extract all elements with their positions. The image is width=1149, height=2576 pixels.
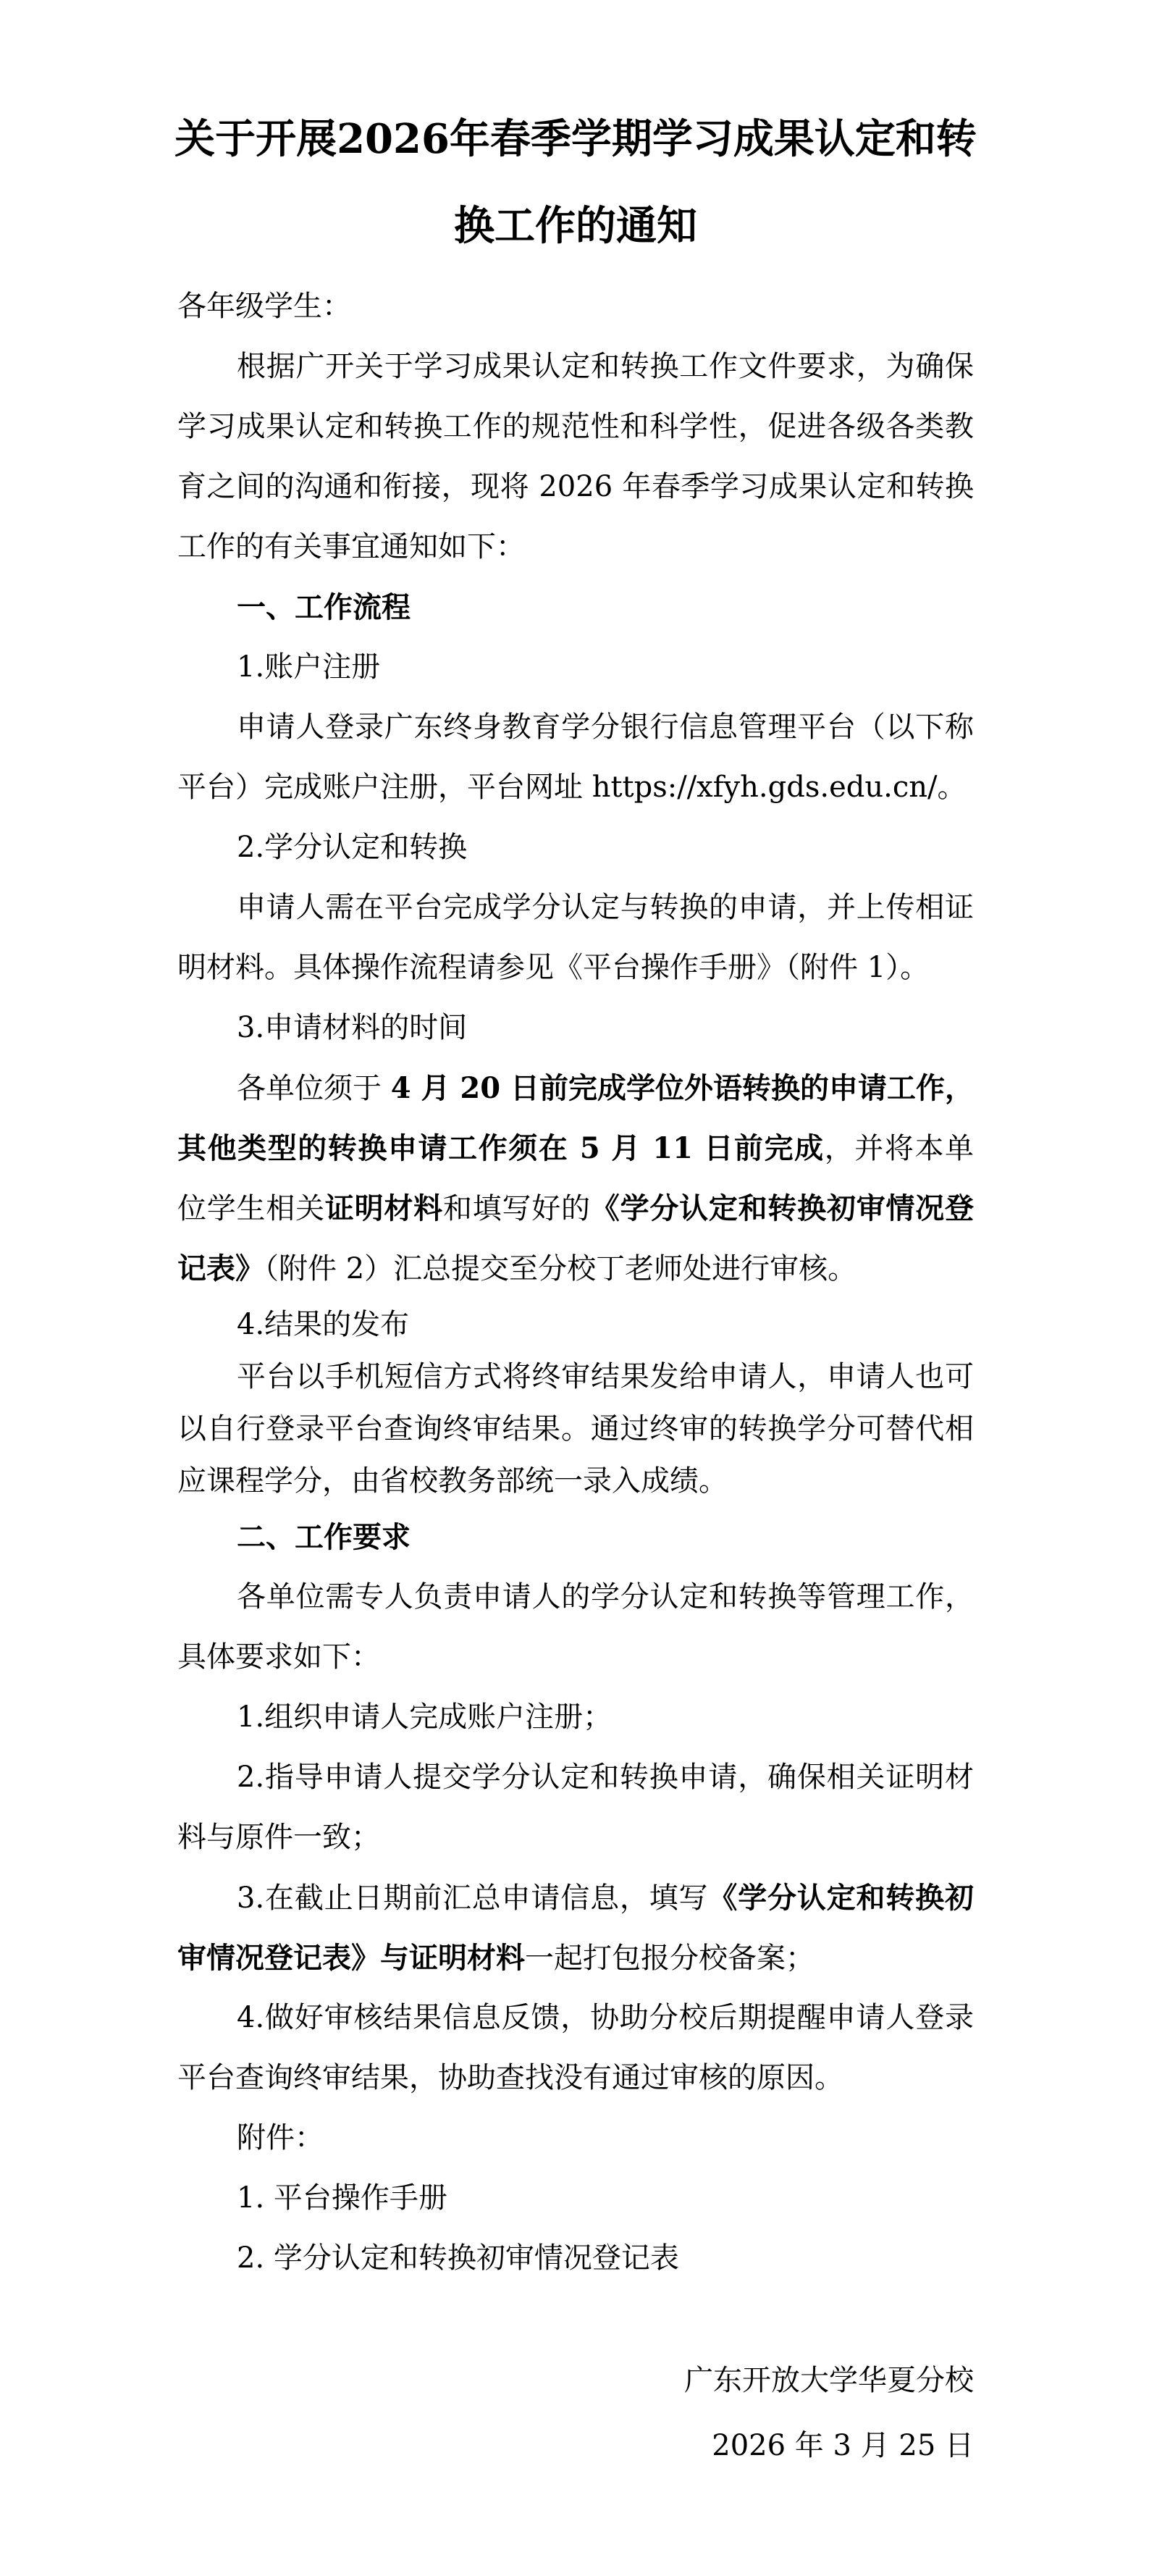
- deadline-text: 其他类型的转换申请工作须在 5 月 11 日前完成: [177, 1131, 825, 1165]
- text-line: 申请人需在平台完成学分认定与转换的申请，并上传相证: [237, 891, 974, 924]
- emphasis: 审情况登记表》与证明材料: [177, 1941, 525, 1975]
- section-heading-requirements: 二、工作要求: [237, 1520, 411, 1554]
- requirement-item: 2.指导申请人提交学分认定和转换申请，确保相关证明材: [237, 1761, 974, 1794]
- step4-block: [177, 1299, 974, 1507]
- emphasis: 《学分认定和转换初审情况登: [590, 1191, 975, 1225]
- text-line: 工作的有关事宜通知如下：: [177, 530, 525, 563]
- requirement-item: 4.做好审核结果信息反馈，协助分校后期提醒申请人登录: [237, 2001, 974, 2034]
- text-line: 以自行登录平台查询终审结果。通过终审的转换学分可替代相: [177, 1412, 974, 1446]
- title-line-2: 换工作的通知: [454, 202, 697, 250]
- text-line: 平台查询终审结果，协助查找没有通过审核的原因。: [177, 2061, 843, 2094]
- step-heading: 2.学分认定和转换: [237, 831, 468, 864]
- notice-body: [177, 277, 974, 2288]
- text-line: [177, 1118, 974, 1178]
- requirement-item: 1.组织申请人完成账户注册；: [237, 1700, 613, 1734]
- requirement-item: [177, 1868, 974, 1928]
- text-line: 学习成果认定和转换工作的规范性和科学性，促进各级各类教: [177, 410, 974, 443]
- text-line: [177, 1178, 974, 1238]
- text: 和填写好的: [442, 1192, 591, 1225]
- text: 位学生相关: [177, 1192, 325, 1225]
- text: 各单位须于: [237, 1072, 391, 1105]
- deadline-text: 4 月 20 日前完成学位外语转换的申请工作，: [390, 1071, 974, 1105]
- step-heading: 3.申请材料的时间: [237, 1011, 468, 1044]
- text-line: 申请人登录广东终身教育学分银行信息管理平台（以下称: [237, 710, 974, 744]
- text-line: 明材料。具体操作流程请参见《平台操作手册》（附件 1）。: [177, 951, 930, 984]
- salutation: 各年级学生：: [177, 290, 351, 323]
- step-heading: 4.结果的发布: [237, 1308, 410, 1341]
- text: 3.在截止日期前汇总申请信息，填写: [237, 1881, 709, 1915]
- text-line: 平台以手机短信方式将终审结果发给申请人，申请人也可: [237, 1360, 974, 1393]
- intro-paragraph: [177, 337, 974, 577]
- text-line: 根据广开关于学习成果认定和转换工作文件要求，为确保: [237, 350, 974, 383]
- emphasis: 记表》: [177, 1251, 264, 1285]
- text: 一起打包报分校备案；: [525, 1942, 815, 1975]
- section-heading-workflow: 一、工作流程: [237, 590, 411, 624]
- attachment-item: 2. 学分认定和转换初审情况登记表: [237, 2241, 679, 2275]
- text-line: [177, 1058, 974, 1118]
- text-line: 各单位需专人负责申请人的学分认定和转换等管理工作，: [237, 1580, 974, 1614]
- text: ，并将本单: [824, 1132, 975, 1165]
- text: （附件 2）汇总提交至分校丁老师处进行审核。: [264, 1252, 857, 1285]
- text-line: [177, 1928, 974, 1988]
- signature-date: 2026 年 3 月 25 日: [712, 2429, 974, 2462]
- signature-org: 广东开放大学华夏分校: [684, 2364, 974, 2397]
- text-line: 应课程学分，由省校教务部统一录入成绩。: [177, 1464, 728, 1498]
- text-line: 料与原件一致；: [177, 1821, 380, 1854]
- title-line-1: 关于开展2026年春季学期学习成果认定和转: [174, 115, 977, 163]
- emphasis: 证明材料: [324, 1191, 443, 1225]
- text-line: 具体要求如下：: [177, 1640, 380, 1674]
- text-line: 育之间的沟通和衔接，现将 2026 年春季学习成果认定和转换: [177, 470, 974, 503]
- attachment-item: 1. 平台操作手册: [237, 2181, 447, 2215]
- attachments-label: 附件：: [237, 2121, 324, 2155]
- step-heading: 1.账户注册: [237, 650, 381, 684]
- text-line: [177, 1238, 974, 1299]
- text-line: 平台）完成账户注册，平台网址 https://xfyh.gds.edu.cn/。: [177, 771, 967, 804]
- emphasis: 《学分认定和转换初: [708, 1881, 974, 1915]
